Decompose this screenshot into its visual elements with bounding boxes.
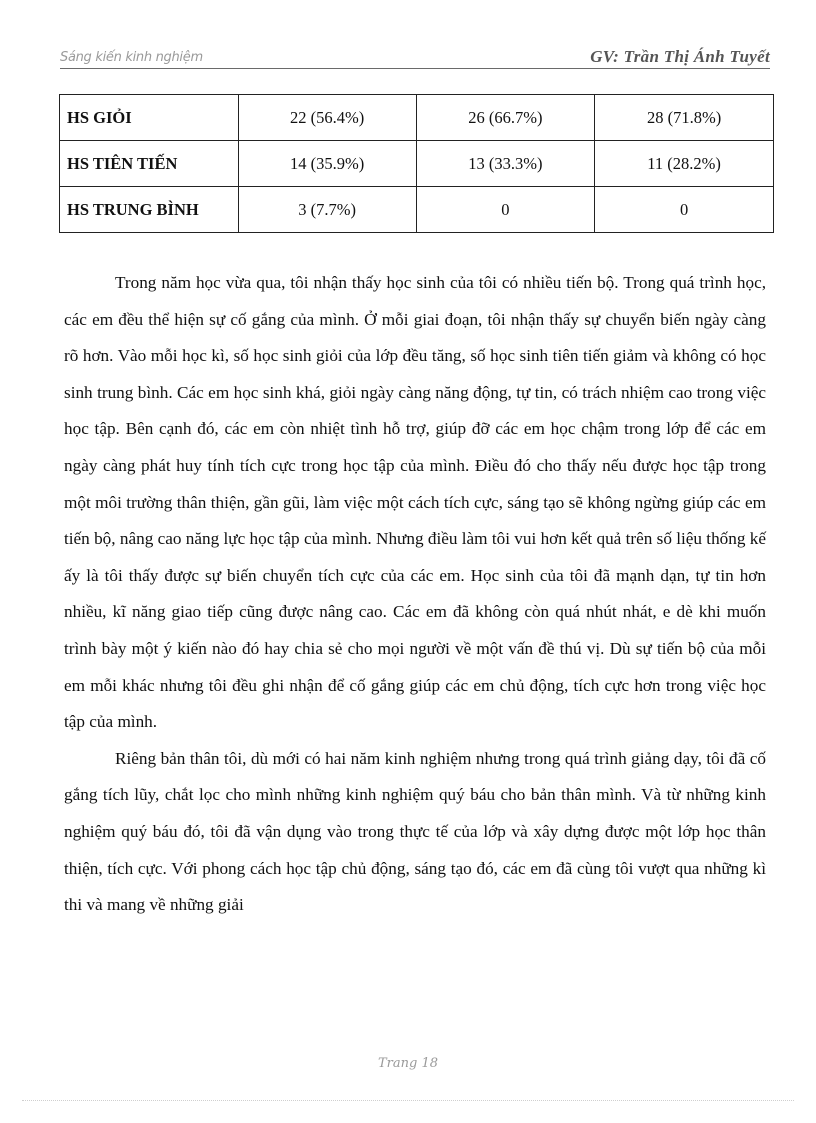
table-cell: 28 (71.8%) bbox=[595, 95, 774, 141]
page-number: Trang 18 bbox=[377, 1056, 438, 1071]
table-cell: 11 (28.2%) bbox=[595, 141, 774, 187]
table-cell: 13 (33.3%) bbox=[416, 141, 595, 187]
table-row bbox=[60, 187, 774, 233]
table-cell: 0 bbox=[416, 187, 595, 233]
paragraph: Trong năm học vừa qua, tôi nhận thấy học sinh của tôi có nhiều tiến bộ. Trong quá trình học, các em đều thể hiện sự cố gắng của mình. Ở mỗi giai đoạn, tôi nhận thấy sự chuyển biến ngày càng rõ hơn. Vào mỗi học kì, số học sinh giỏi của lớp đều tăng, số học sinh tiên tiến giảm và không có học sinh trung bình. Các em học sinh khá, giỏi ngày càng năng động, tự tin, có trách nhiệm cao trong việc học tập. Bên cạnh đó, các em còn nhiệt tình hỗ trợ, giúp đỡ các em học chậm trong lớp để các em ngày càng phát huy tính tích cực trong học tập của mình. Điều đó cho thấy nếu được học tập trong một môi trường thân thiện, gần gũi, làm việc một cách tích cực, sáng tạo sẽ không ngừng giúp các em tiến bộ, nâng cao năng lực học tập của mình. Nhưng điều làm tôi vui hơn kết quả trên số liệu thống kế ấy là tôi thấy được sự biến chuyển tích cực của các em. Học sinh của tôi đã mạnh dạn, tự tin hơn nhiều, kĩ năng giao tiếp cũng được nâng cao. Các em đã không còn quá nhút nhát, e dè khi muốn trình bày một ý kiến nào đó hay chia sẻ cho mọi người về một vấn đề thú vị. Dù sự tiến bộ của mỗi em mỗi khác nhưng tôi đều ghi nhận để cố gắng giúp các em chủ động, tích cực hơn trong việc học tập của mình. bbox=[64, 273, 766, 732]
table-row bbox=[60, 95, 774, 141]
table-cell: 26 (66.7%) bbox=[416, 95, 595, 141]
table-cell: 0 bbox=[595, 187, 774, 233]
body-text bbox=[64, 265, 766, 924]
row-label: HS TIÊN TIẾN bbox=[60, 141, 239, 187]
table-cell: 3 (7.7%) bbox=[238, 187, 416, 233]
table-cell: 22 (56.4%) bbox=[238, 95, 416, 141]
header-document-type: Sáng kiến kinh nghiệm bbox=[60, 50, 203, 65]
table-row bbox=[60, 141, 774, 187]
header-author: GV: Trần Thị Ánh Tuyết bbox=[590, 47, 770, 66]
row-label: HS TRUNG BÌNH bbox=[60, 187, 239, 233]
page-header bbox=[60, 48, 770, 69]
results-table bbox=[59, 94, 774, 233]
paragraph: Riêng bản thân tôi, dù mới có hai năm kinh nghiệm nhưng trong quá trình giảng dạy, tôi đã cố gắng tích lũy, chắt lọc cho mình những kinh nghiệm quý báu cho bản thân mình. Và từ những kinh nghiệm quý báu đó, tôi đã vận dụng vào trong thực tế của lớp và xây dựng được một lớp học thân thiện, tích cực. Với phong cách học tập chủ động, sáng tạo đó, các em đã cùng tôi vượt qua những kì thi và mang về những giải bbox=[64, 748, 766, 915]
row-label: HS GIỎI bbox=[60, 95, 239, 141]
page-bottom-divider bbox=[22, 1100, 794, 1101]
table-cell: 14 (35.9%) bbox=[238, 141, 416, 187]
